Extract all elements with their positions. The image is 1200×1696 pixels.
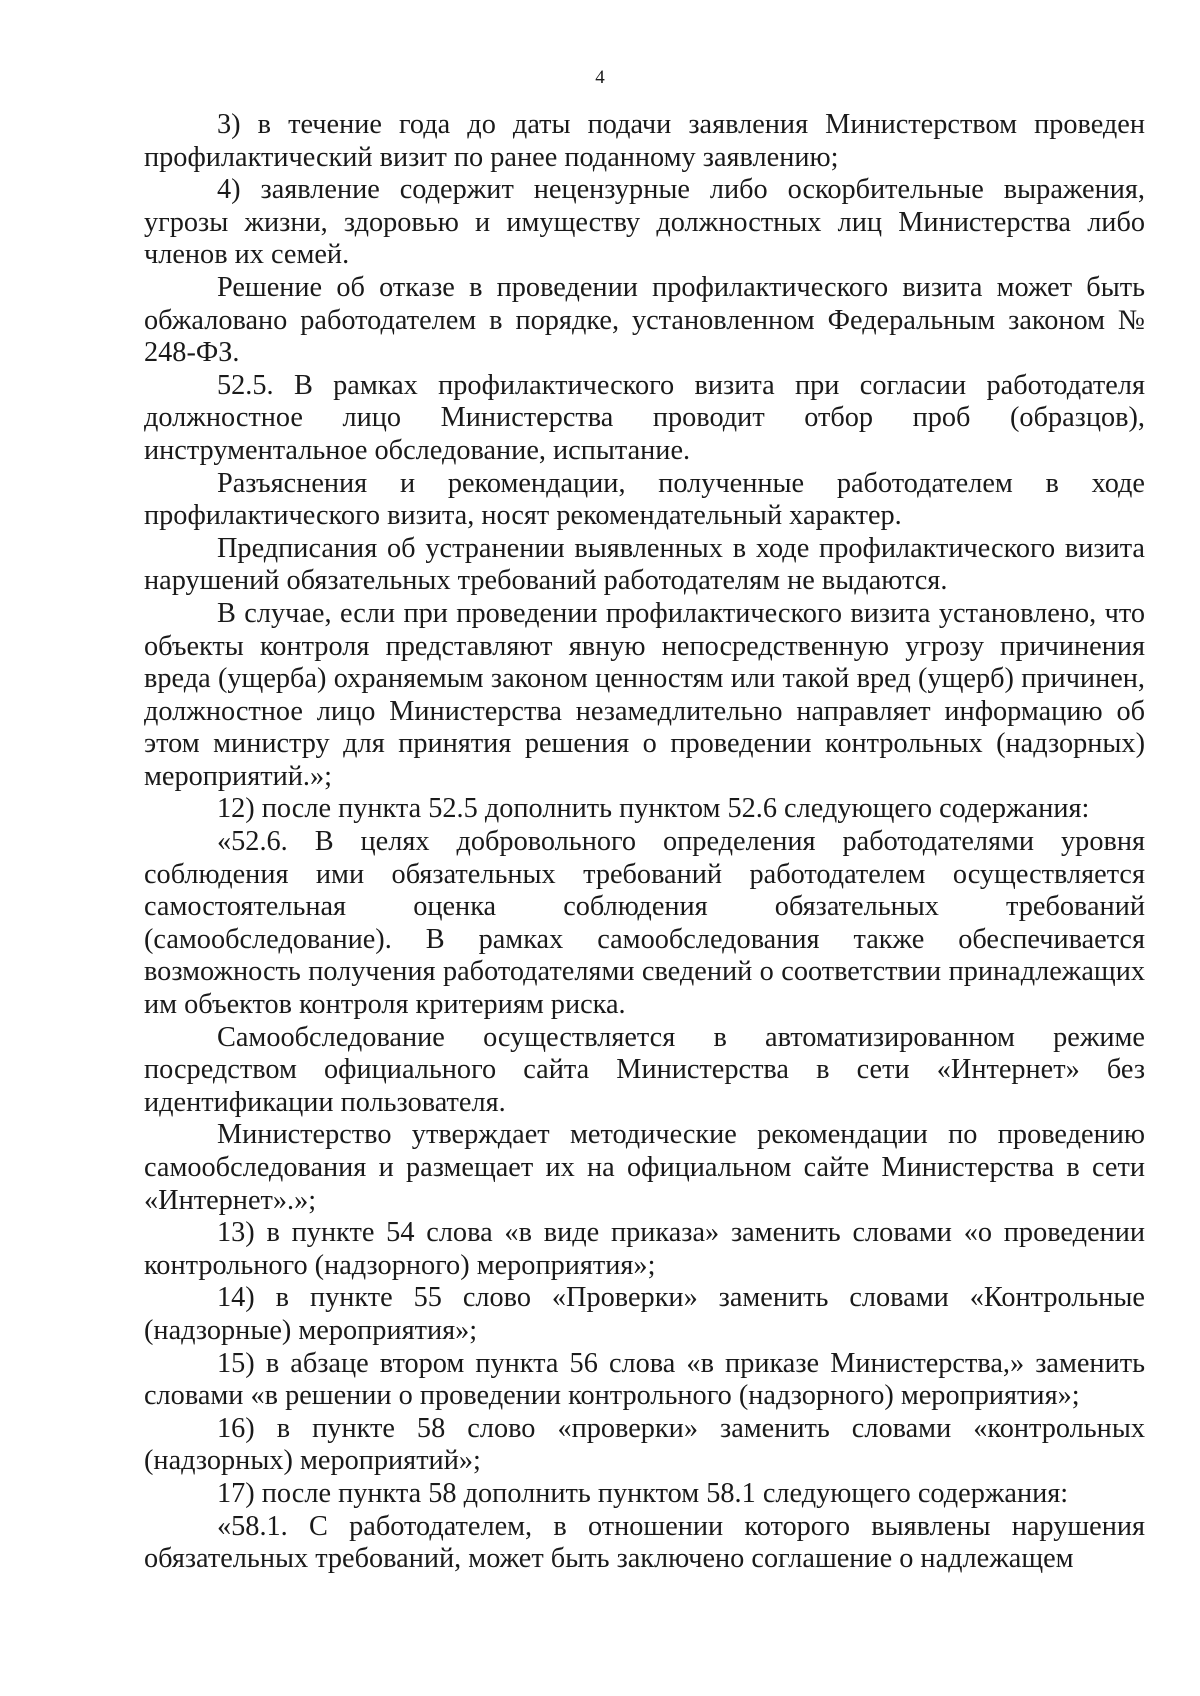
paragraph-self-assessment: Самообследование осуществляется в автоматизированном режиме посредством официального сайта Министерства в сети «Интернет» без идентификации пользователя. <box>144 1021 1145 1118</box>
paragraph-item-15: 15) в абзаце втором пункта 56 слова «в приказе Министерства,» заменить словами «в решении о проведении контрольного (надзорного) мероприятия»; <box>144 1347 1145 1412</box>
document-body <box>144 109 1145 1576</box>
paragraph-threat-case: В случае, если при проведении профилактического визита установлено, что объекты контроля представляют явную непосредственную угрозу причинения вреда (ущерба) охраняемым законом ценностям или такой вред (ущерб) причинен, должностное лицо Министерства незамедлительно направляет информацию об этом министру для принятия решения о проведении контрольных (надзорных) мероприятий.»; <box>144 597 1145 792</box>
paragraph-item-12: 12) после пункта 52.5 дополнить пунктом 52.6 следующего содержания: <box>217 793 1090 825</box>
paragraph-item-13: 13) в пункте 54 слова «в виде приказа» заменить словами «о проведении контрольного (надзорного) мероприятия»; <box>144 1217 1145 1281</box>
paragraph-prescriptions: Предписания об устранении выявленных в ходе профилактического визита нарушений обязательных требований работодателям не выдаются. <box>144 532 1145 597</box>
page-number: 4 <box>595 67 605 88</box>
paragraph-58-1: «58.1. С работодателем, в отношении которого выявлены нарушения обязательных требований, может быть заключено соглашение о надлежащем <box>144 1510 1145 1575</box>
paragraph-refusal-appeal: Решение об отказе в проведении профилактического визита может быть обжаловано работодателем в порядке, установленном Федеральным законом № 248-ФЗ. <box>144 271 1145 369</box>
paragraph-52-5: 52.5. В рамках профилактического визита при согласии работодателя должностное лицо Министерства проводит отбор проб (образцов), инструментальное обследование, испытание. <box>144 369 1145 466</box>
paragraph-item-16: 16) в пункте 58 слово «проверки» заменить словами «контрольных (надзорных) мероприятий»; <box>144 1412 1145 1477</box>
paragraph-52-6: «52.6. В целях добровольного определения работодателями уровня соблюдения ими обязательных требований работодателем осуществляется самостоятельная оценка соблюдения обязательных требований (самообследование). В рамках самообследования также обеспечивается возможность получения работодателями сведений о соответствии принадлежащих им объектов контроля критериям риска. <box>144 826 1145 1021</box>
paragraph-item-17: 17) после пункта 58 дополнить пунктом 58.1 следующего содержания: <box>217 1477 1069 1509</box>
paragraph-methodology: Министерство утверждает методические рекомендации по проведению самообследования и размещает их на официальном сайте Министерства в сети «Интернет».»; <box>144 1119 1145 1216</box>
paragraph-item-4: 4) заявление содержит нецензурные либо оскорбительные выражения, угрозы жизни, здоровью и имуществу должностных лиц Министерства либо членов их семей. <box>144 174 1145 271</box>
paragraph-explanations: Разъяснения и рекомендации, полученные работодателем в ходе профилактического визита, носят рекомендательный характер. <box>144 467 1145 532</box>
paragraph-item-3: 3) в течение года до даты подачи заявления Министерством проведен профилактический визит по ранее поданному заявлению; <box>144 109 1145 173</box>
paragraph-item-14: 14) в пункте 55 слово «Проверки» заменить словами «Контрольные (надзорные) мероприятия»; <box>144 1282 1145 1346</box>
